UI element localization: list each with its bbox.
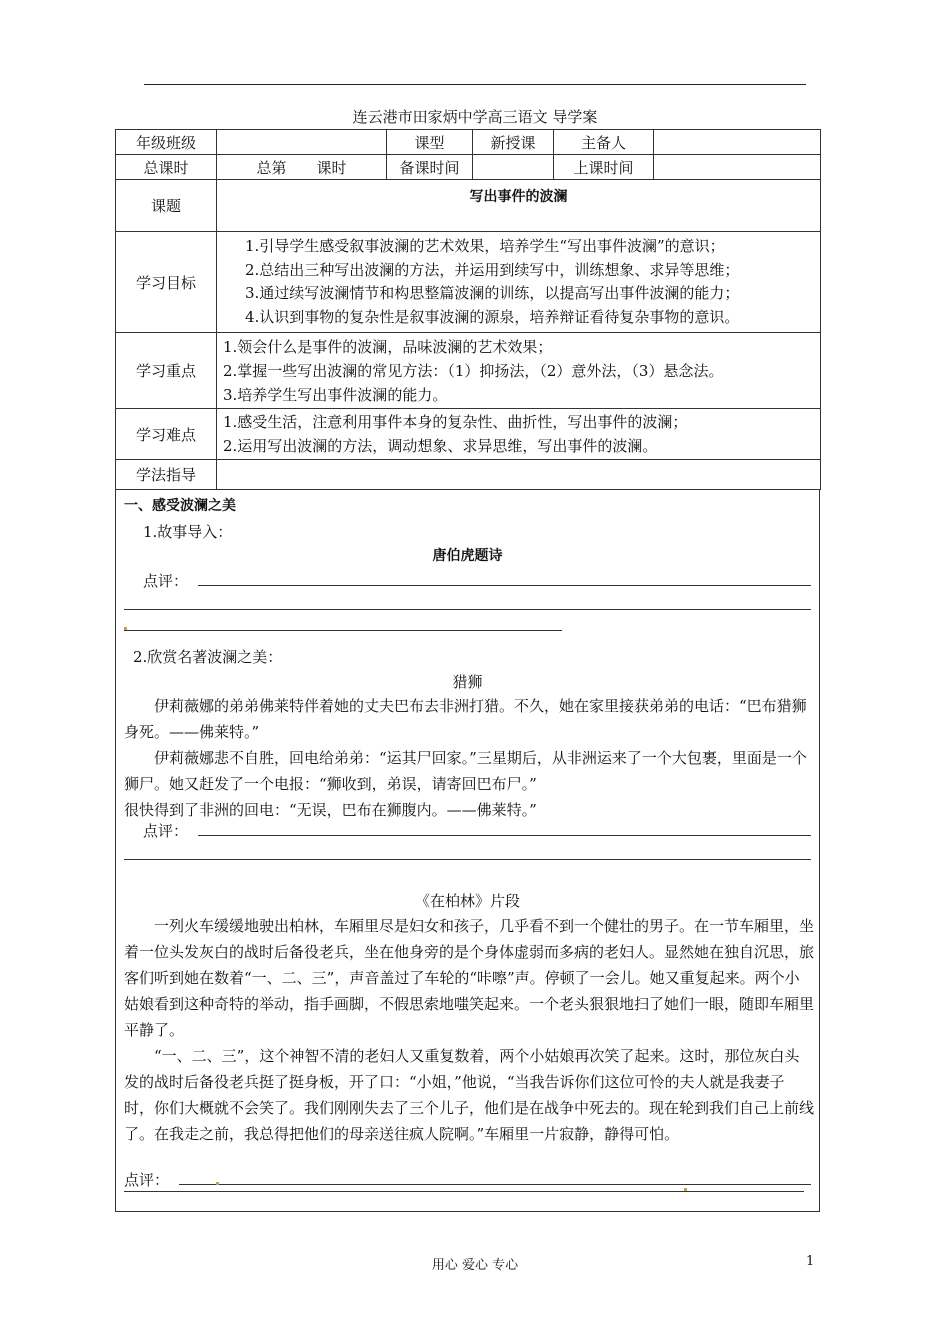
item-classic-appreciation: 2.欣赏名著波澜之美： bbox=[133, 648, 283, 666]
method-value bbox=[217, 460, 821, 490]
section-heading: 一、感受波澜之美 bbox=[124, 498, 236, 514]
key-points-cell bbox=[217, 333, 821, 409]
comment-answer-line[interactable] bbox=[124, 859, 811, 860]
story-lion-text bbox=[124, 693, 814, 823]
scan-mark bbox=[216, 1182, 219, 1185]
document-title: 连云港市田家炳中学高三语文 导学案 bbox=[352, 108, 598, 126]
page-footer: 用心 爱心 专心 bbox=[431, 1258, 519, 1273]
exercise-body bbox=[115, 489, 820, 1212]
type-value: 新授课 bbox=[473, 130, 554, 155]
topic-cell bbox=[217, 180, 821, 232]
key-points-label: 学习重点 bbox=[116, 333, 217, 409]
comment-answer-line[interactable] bbox=[124, 630, 562, 631]
method-label: 学法指导 bbox=[116, 460, 217, 490]
story-title-berlin: 《在柏林》片段 bbox=[414, 892, 520, 910]
comment-label: 点评： bbox=[143, 822, 189, 840]
comment-answer-line[interactable] bbox=[179, 1184, 811, 1185]
goal-item: 3.通过续写波澜情节和构思整篇波澜的训练，以提高写出事件波澜的能力； bbox=[245, 284, 740, 302]
key-point-item: 1.领会什么是事件的波澜，品味波澜的艺术效果； bbox=[223, 337, 553, 356]
comment-answer-line[interactable] bbox=[124, 1191, 804, 1192]
goal-item: 2.总结出三种写出波澜的方法，并运用到续写中，训练想象、求异等思维； bbox=[245, 260, 740, 279]
item-story-intro: 1.故事导入： bbox=[143, 523, 233, 541]
goal-item: 4.认识到事物的复杂性是叙事波澜的源泉，培养辩证看待复杂事物的意识。 bbox=[245, 307, 740, 326]
comment-label: 点评： bbox=[124, 1171, 170, 1189]
difficulty-item: 1.感受生活，注意利用事件本身的复杂性、曲折性，写出事件的波澜； bbox=[223, 413, 688, 431]
story-paragraph: 伊莉薇娜悲不自胜，回电给弟弟：“运其尸回家。”三星期后，从非洲运来了一个大包裹，里面是一个狮尸。她又赶发了一个电报：“狮收到，弟误，请寄回巴布尸。” bbox=[124, 749, 807, 793]
comment-answer-line[interactable] bbox=[198, 835, 811, 836]
comment-label: 点评： bbox=[143, 572, 189, 590]
prep-time-label: 备课时间 bbox=[387, 155, 473, 180]
story-title-lion: 猎狮 bbox=[452, 673, 483, 691]
topic-label: 课题 bbox=[116, 180, 217, 232]
story-paragraph: 伊莉薇娜的弟弟佛莱特伴着她的丈夫巴布去非洲打猎。不久，她在家里接获弟弟的电话：“巴布猎狮身死。——佛莱特。” bbox=[124, 697, 807, 741]
type-label: 课型 bbox=[387, 130, 473, 155]
prep-time-value bbox=[473, 155, 554, 180]
key-point-item: 2.掌握一些写出波澜的常见方法：（1）抑扬法，（2）意外法，（3）悬念法。 bbox=[223, 361, 724, 380]
grade-label: 年级班级 bbox=[116, 130, 217, 155]
key-point-item: 3.培养学生写出事件波澜的能力。 bbox=[223, 385, 448, 404]
story-title-tang: 唐伯虎题诗 bbox=[432, 548, 503, 564]
header-rule bbox=[144, 84, 806, 85]
class-time-label: 上课时间 bbox=[554, 155, 654, 180]
difficulty-item: 2.运用写出波澜的方法，调动想象、求异思维，写出事件的波澜。 bbox=[223, 437, 658, 455]
story-paragraph: 一列火车缓缓地驶出柏林，车厢里尽是妇女和孩子，几乎看不到一个健壮的男子。在一节车厢里，坐着一位头发灰白的战时后备役老兵，坐在他身旁的是个身体虚弱而多病的老妇人。显然她在独自沉思，旅客们听到她在数着“一、二、三”，声音盖过了车轮的“咔嚓”声。停顿了一会儿。她又重复起来。两个小姑娘看到这种奇特的举动，指手画脚，不假思索地嗤笑起来。一个老头狠狠地扫了她们一眼，随即车厢里平静了。 bbox=[124, 917, 815, 1039]
preparer-label: 主备人 bbox=[554, 130, 654, 155]
class-time-value bbox=[654, 155, 821, 180]
grade-value bbox=[217, 130, 387, 155]
total-hours-label: 总课时 bbox=[116, 155, 217, 180]
page-number: 1 bbox=[806, 1254, 815, 1269]
comment-answer-line[interactable] bbox=[124, 609, 811, 610]
goal-item: 1.引导学生感受叙事波澜的艺术效果，培养学生“写出事件波澜”的意识； bbox=[245, 237, 725, 255]
story-berlin-text bbox=[124, 913, 814, 1147]
topic-value: 写出事件的波澜 bbox=[469, 189, 568, 205]
goals-cell bbox=[217, 232, 821, 333]
story-paragraph: “一、二、三”，这个神智不清的老妇人又重复数着，两个小姑娘再次笑了起来。这时，那位灰白头发的战时后备役老兵挺了挺身板，开了口：“小姐，”他说，“当我告诉你们这位可怜的夫人就是我妻子时，你们大概就不会笑了。我们刚刚失去了三个儿子，他们是在战争中死去的。现在轮到我们自己上前线了。在我走之前，我总得把他们的母亲送往疯人院啊。”车厢里一片寂静，静得可怕。 bbox=[124, 1047, 815, 1143]
total-hours-value: 总第 课时 bbox=[217, 155, 387, 180]
difficulty-cell bbox=[217, 409, 821, 460]
goals-label: 学习目标 bbox=[116, 232, 217, 333]
story-paragraph: 很快得到了非洲的回电：“无误，巴布在狮腹内。——佛莱特。” bbox=[124, 801, 537, 819]
comment-answer-line[interactable] bbox=[198, 585, 811, 586]
scan-mark bbox=[684, 1188, 687, 1191]
lesson-info-table bbox=[115, 129, 821, 490]
scan-mark bbox=[124, 627, 127, 630]
preparer-value bbox=[654, 130, 821, 155]
difficulty-label: 学习难点 bbox=[116, 409, 217, 460]
